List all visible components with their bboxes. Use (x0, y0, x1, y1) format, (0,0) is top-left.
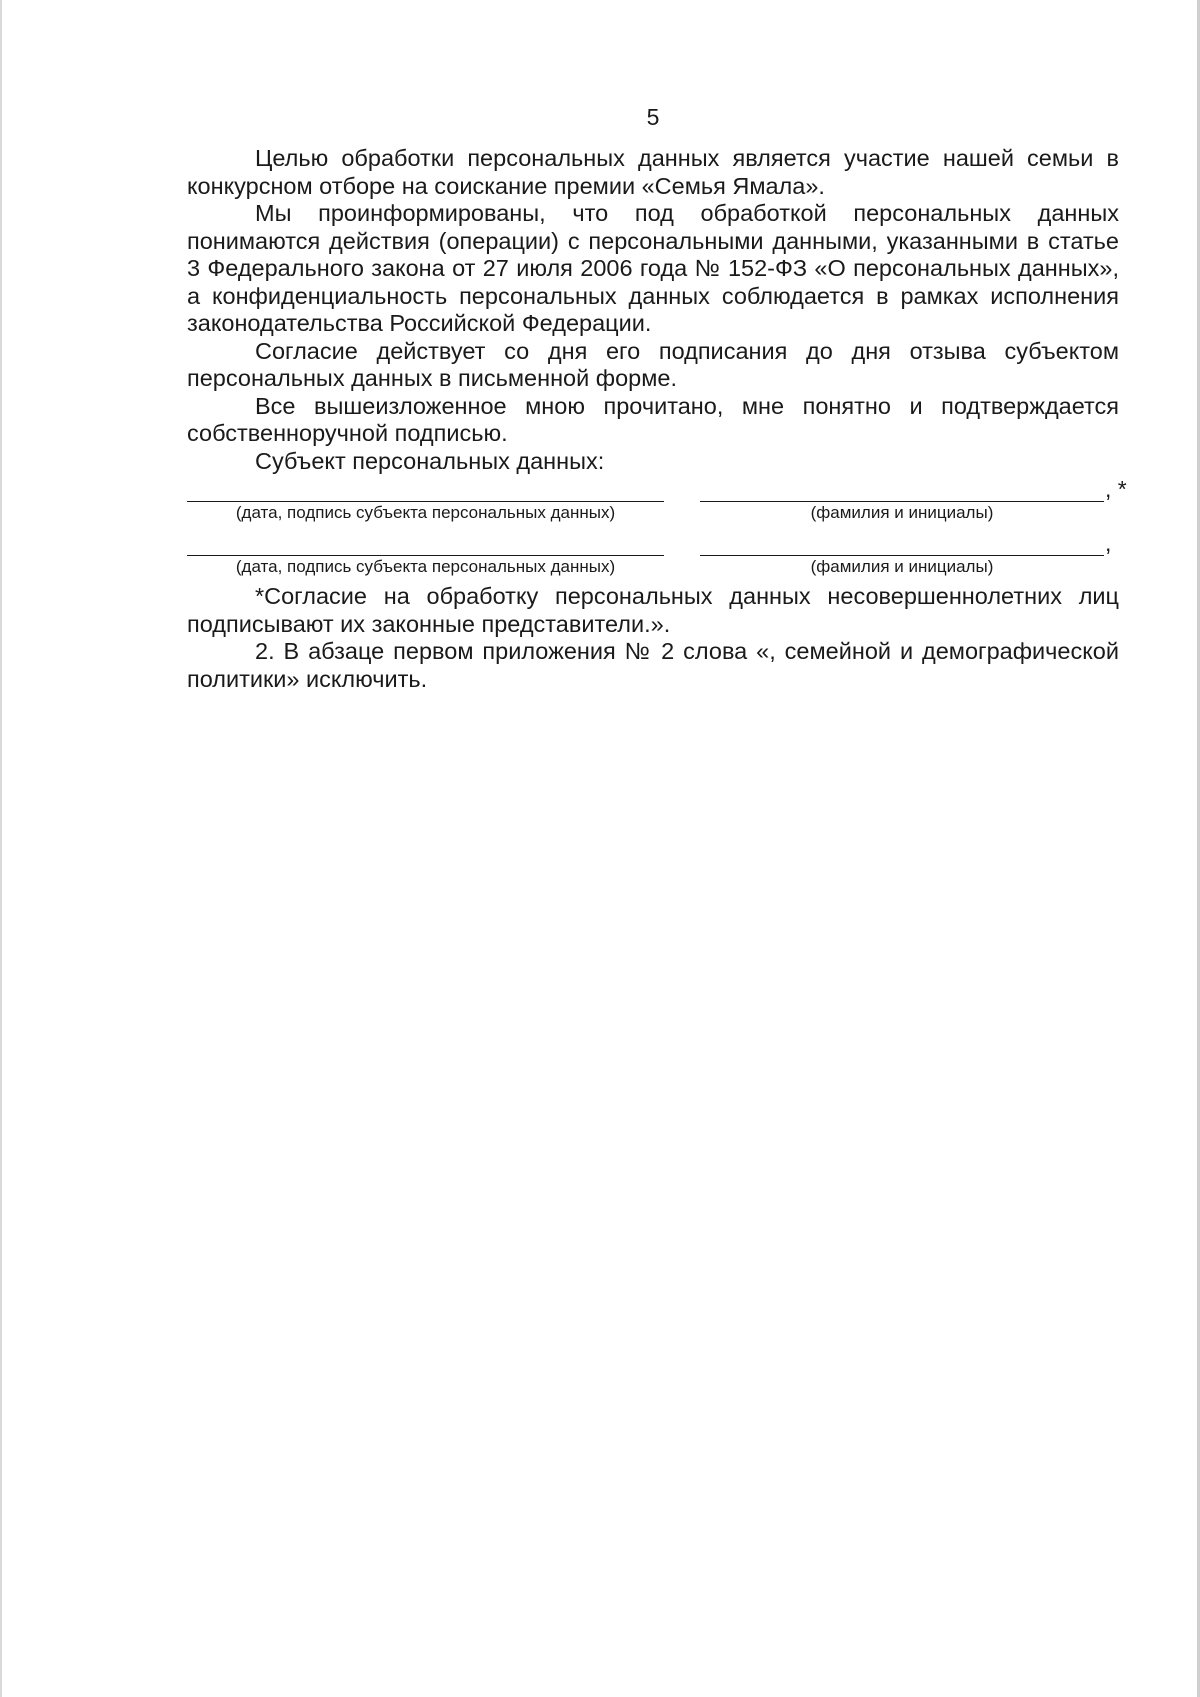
scan-edge-left (0, 0, 2, 1697)
paragraph-footnote: *Согласие на обработку персональных данных несовершеннолетних лиц подписывают их законные представители.». (187, 583, 1119, 637)
signature-suffix: , * (1105, 476, 1127, 502)
signature-name-caption: (фамилия и инициалы) (810, 557, 994, 576)
document-body (187, 145, 1127, 693)
subject-label: Субъект персональных данных: (255, 447, 605, 474)
signature-suffix: , (1105, 530, 1112, 556)
signature-date-caption: (дата, подпись субъекта персональных данных) (235, 557, 616, 576)
page-number: 5 (646, 104, 660, 130)
signature-row (187, 530, 1119, 583)
signature-date-caption: (дата, подпись субъекта персональных данных) (235, 503, 616, 522)
signature-name-caption: (фамилия и инициалы) (810, 503, 994, 522)
paragraph-amendment: 2. В абзаце первом приложения № 2 слова «, семейной и демографической политики» исключить. (187, 638, 1119, 692)
paragraph-informed: Мы проинформированы, что под обработкой персональных данных понимаются действия (операции) с персональными данными, указанными в статье 3 Федерального закона от 27 июля 2006 года № 152-ФЗ «О персональных данных», а конфиденциальность персональных данных соблюдается в рамках исполнения законодательства Российской Федерации. (187, 200, 1119, 336)
signature-date-line (187, 501, 664, 502)
signature-name-line (700, 555, 1104, 556)
signature-date-line (187, 555, 664, 556)
paragraph-purpose: Целью обработки персональных данных является участие нашей семьи в конкурсном отборе на соискание премии «Семья Ямала». (187, 145, 1119, 199)
signature-name-line (700, 501, 1104, 502)
paragraph-confirmation: Все вышеизложенное мною прочитано, мне понятно и подтверждается собственноручной подписью. (187, 392, 1119, 446)
signature-row (187, 476, 1127, 529)
paragraph-consent-duration: Согласие действует со дня его подписания до дня отзыва субъектом персональных данных в письменной форме. (187, 337, 1119, 391)
